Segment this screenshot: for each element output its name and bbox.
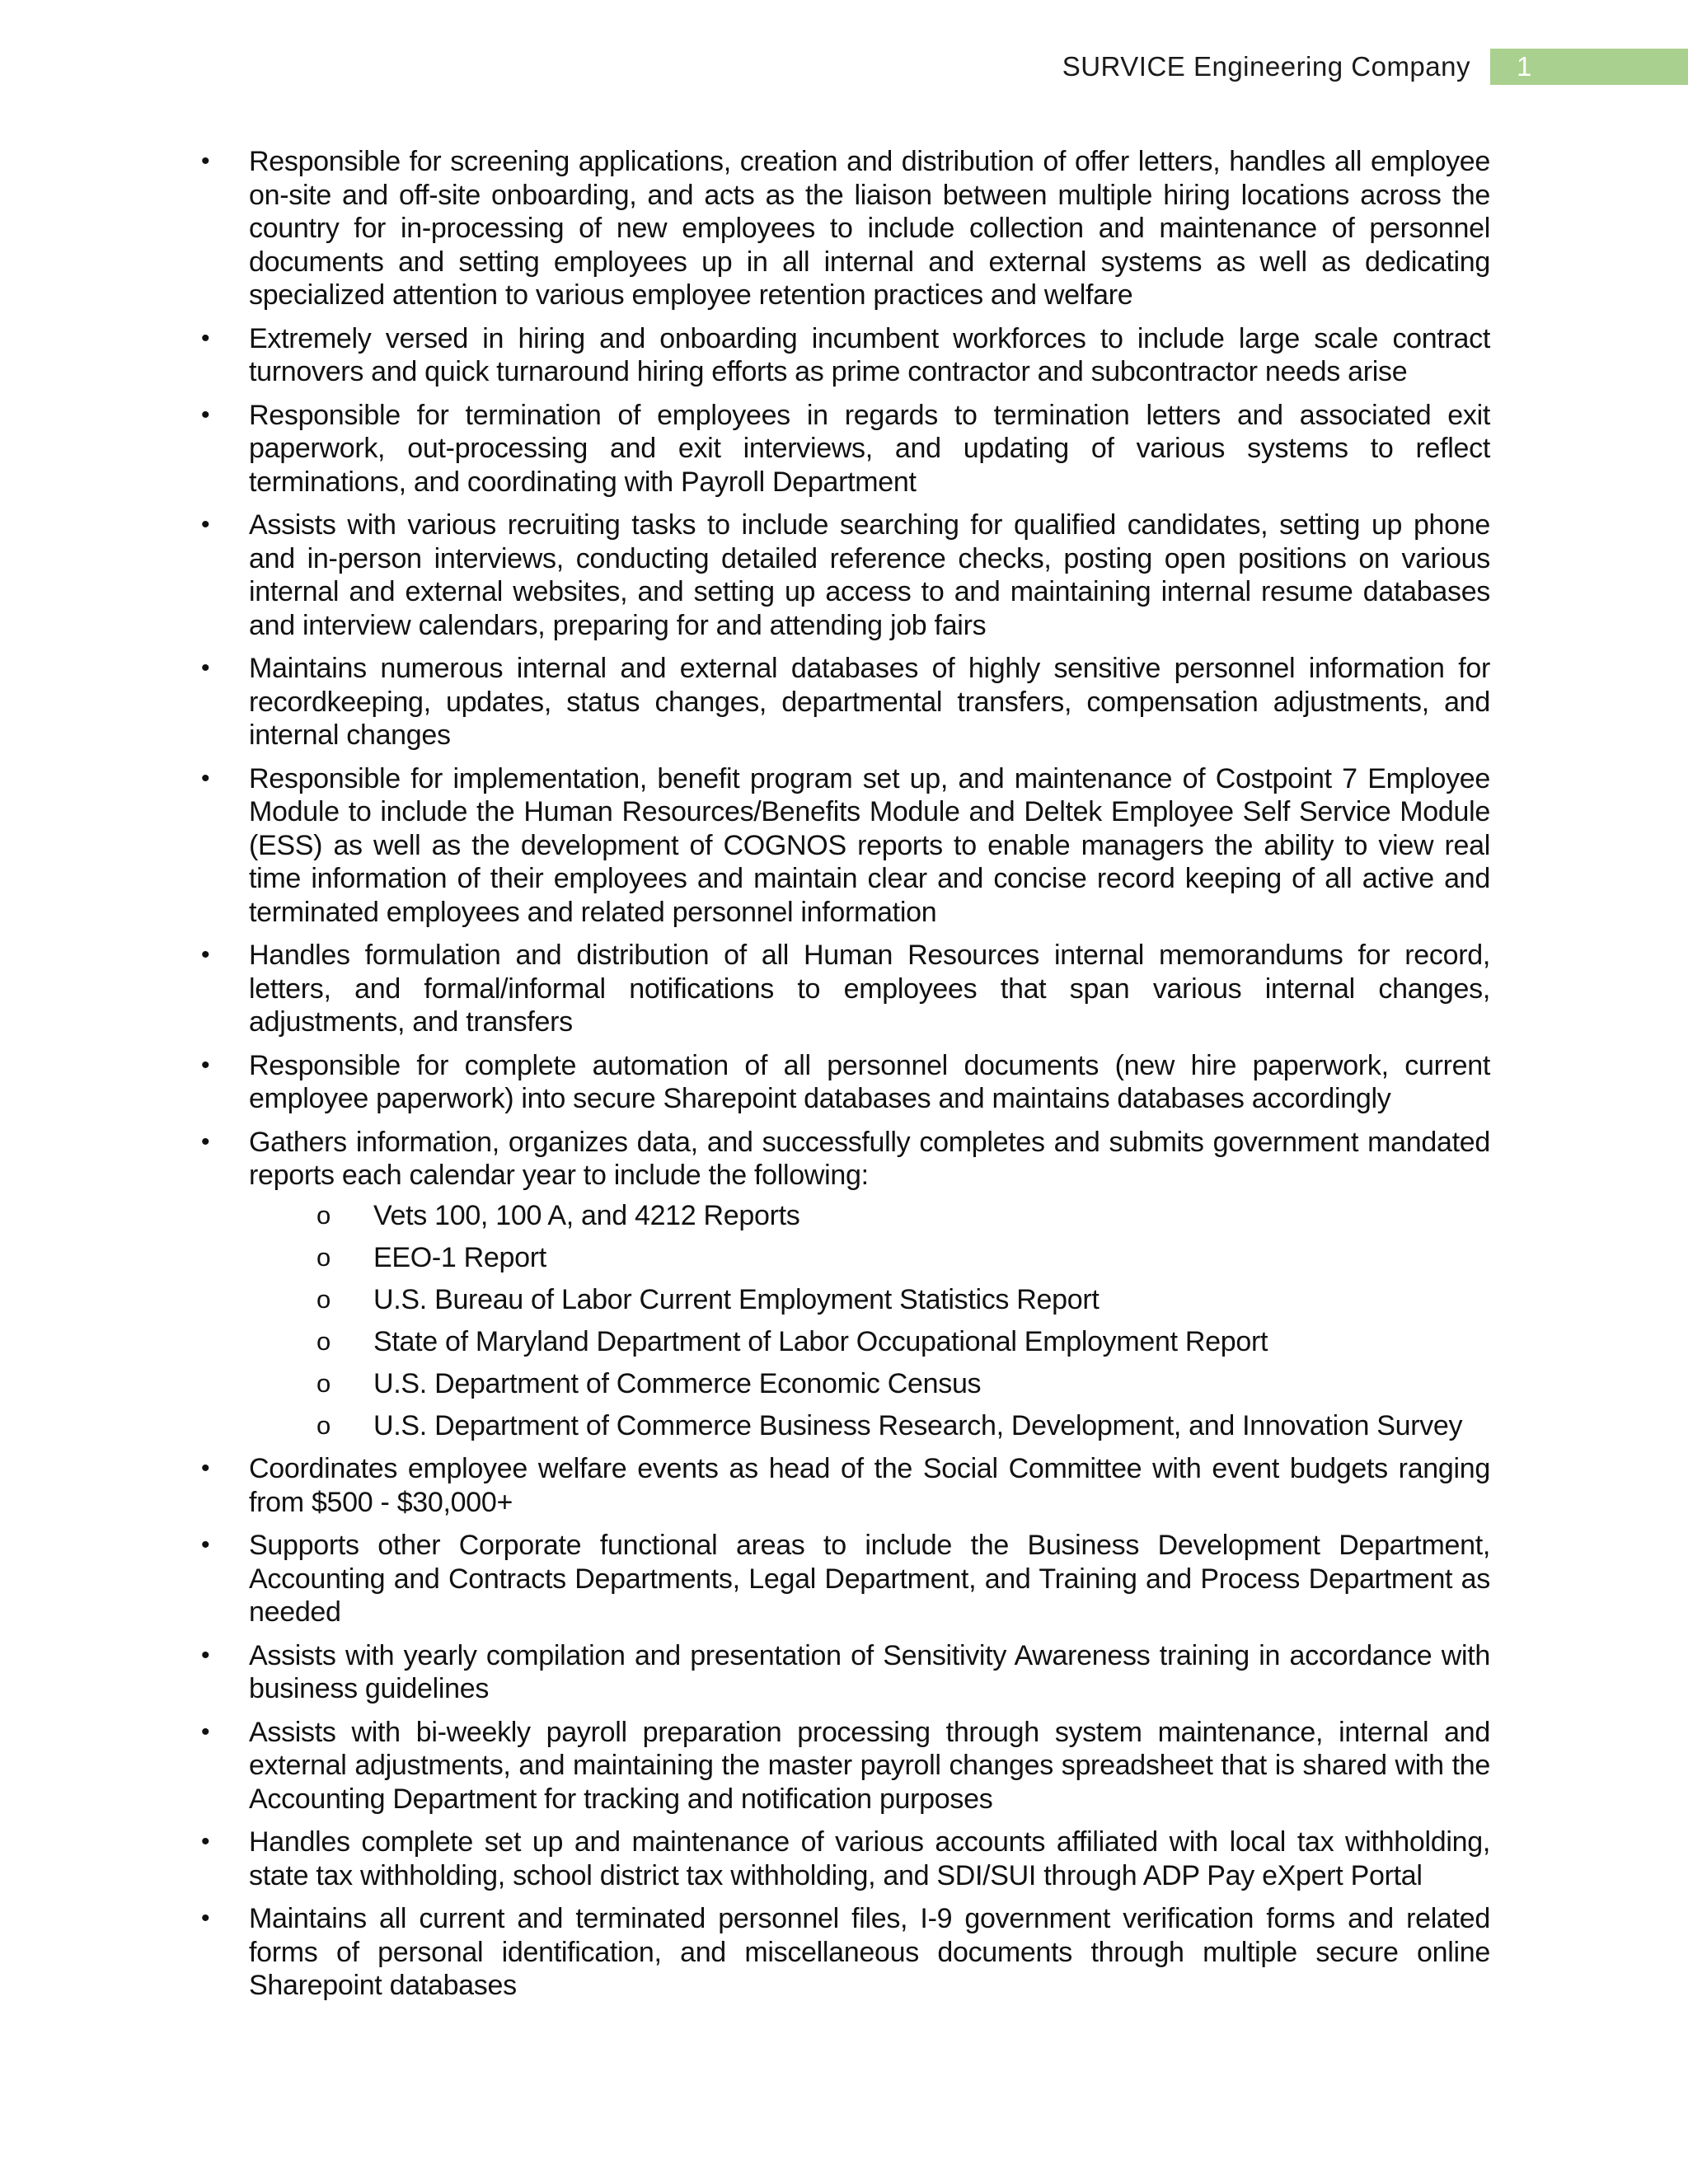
- circle-bullet-icon: o: [316, 1368, 331, 1398]
- reports-sublist: [249, 1199, 1490, 1443]
- bullet-icon: •: [201, 654, 210, 682]
- bullet-icon: •: [201, 511, 210, 538]
- document-body: [201, 145, 1490, 2013]
- sublist-item: [249, 1409, 1490, 1443]
- list-item-text: Responsible for screening applications, creation and distribution of offer letters, handles all employee on-site and off-site onboarding, and acts as the liaison between multiple hiring locations across the country for in-processing of new employees to include collection and maintenance of personnel documents and setting employees up in all internal and external systems as well as dedicating specialized attention to various employee retention practices and welfare: [249, 146, 1490, 311]
- list-item-text: Handles formulation and distribution of all Human Resources internal memorandums for record, letters, and formal/informal notifications to employees that span various internal changes, adjustments, and transfers: [249, 940, 1490, 1038]
- sublist-item: [249, 1325, 1490, 1359]
- list-item-text: Assists with bi-weekly payroll preparation processing through system maintenance, internal and external adjustments, and maintaining the master payroll changes spreadsheet that is shared with the Accounting Department for tracking and notification purposes: [249, 1716, 1490, 1815]
- list-item: [201, 939, 1490, 1039]
- list-item: [201, 1825, 1490, 1892]
- list-item: [201, 145, 1490, 312]
- list-item-text: Handles complete set up and maintenance of various accounts affiliated with local tax withholding, state tax withholding, school district tax withholding, and SDI/SUI through ADP Pay eXpert Portal: [249, 1826, 1490, 1891]
- bullet-icon: •: [201, 1051, 210, 1079]
- sublist-item-text: Vets 100, 100 A, and 4212 Reports: [373, 1199, 800, 1231]
- sublist-item-text: U.S. Department of Commerce Economic Census: [373, 1367, 982, 1399]
- list-item: [201, 399, 1490, 499]
- list-item: [201, 652, 1490, 752]
- list-item: [201, 1902, 1490, 2003]
- list-item: [201, 1126, 1490, 1443]
- sublist-item-text: EEO-1 Report: [373, 1241, 546, 1273]
- list-item: [201, 1049, 1490, 1116]
- responsibilities-list: [201, 145, 1490, 2003]
- list-item-text: Coordinates employee welfare events as head of the Social Committee with event budgets ranging from $500 - $30,000+: [249, 1453, 1490, 1518]
- list-item-text: Maintains all current and terminated personnel files, I-9 government verification forms and related forms of personal identification, and miscellaneous documents through multiple secure online Sharepoint databases: [249, 1903, 1490, 2001]
- bullet-icon: •: [201, 941, 210, 968]
- bullet-icon: •: [201, 324, 210, 352]
- list-item-text: Assists with various recruiting tasks to include searching for qualified candidates, setting up phone and in-person interviews, conducting detailed reference checks, posting open positions on various internal and external websites, and setting up access to and maintaining internal resume databases and interview calendars, preparing for and attending job fairs: [249, 509, 1490, 641]
- sublist-item: [249, 1283, 1490, 1317]
- sublist-item-text: U.S. Bureau of Labor Current Employment Statistics Report: [373, 1283, 1100, 1315]
- list-item-text: Responsible for complete automation of all personnel documents (new hire paperwork, current employee paperwork) into secure Sharepoint databases and maintains databases accordingly: [249, 1049, 1490, 1114]
- page-header: [1062, 48, 1688, 86]
- list-item: [201, 322, 1490, 389]
- circle-bullet-icon: o: [316, 1410, 331, 1440]
- sublist-item: [249, 1199, 1490, 1233]
- list-item-text: Maintains numerous internal and external databases of highly sensitive personnel information for recordkeeping, updates, status changes, departmental transfers, compensation adjustments, and internal changes: [249, 653, 1490, 751]
- bullet-icon: •: [201, 1531, 210, 1558]
- header-company-name: SURVICE Engineering Company: [1062, 51, 1470, 82]
- list-item: [201, 762, 1490, 930]
- sublist-item: [249, 1367, 1490, 1401]
- list-item-text: Assists with yearly compilation and presentation of Sensitivity Awareness training in accordance with business guidelines: [249, 1639, 1490, 1704]
- list-item-text: Responsible for implementation, benefit program set up, and maintenance of Costpoint 7 Employee Module to include the Human Resources/Benefits Module and Deltek Employee Self Service Module (ESS) as well as the development of COGNOS reports to enable managers the ability to view real time information of their employees and maintain clear and concise record keeping of all active and terminated employees and related personnel information: [249, 762, 1490, 928]
- sublist-item-text: U.S. Department of Commerce Business Research, Development, and Innovation Survey: [373, 1409, 1463, 1441]
- bullet-icon: •: [201, 1718, 210, 1746]
- list-item: [201, 1639, 1490, 1706]
- bullet-icon: •: [201, 1455, 210, 1482]
- bullet-icon: •: [201, 148, 210, 175]
- circle-bullet-icon: o: [316, 1200, 331, 1230]
- list-item: [201, 1452, 1490, 1519]
- bullet-icon: •: [201, 764, 210, 792]
- list-item: [201, 1529, 1490, 1629]
- list-item-text: Supports other Corporate functional areas to include the Business Development Department, Accounting and Contracts Departments, Legal Department, and Training and Process Department as needed: [249, 1530, 1490, 1628]
- page-number-badge: 1: [1490, 49, 1688, 85]
- list-item-text: Responsible for termination of employees in regards to termination letters and associated exit paperwork, out-processing and exit interviews, and updating of various systems to reflect terminations, and coordinating with Payroll Department: [249, 399, 1490, 498]
- sublist-item-text: State of Maryland Department of Labor Occupational Employment Report: [373, 1325, 1268, 1357]
- list-item: [201, 1716, 1490, 1816]
- circle-bullet-icon: o: [316, 1284, 331, 1314]
- bullet-icon: •: [201, 1641, 210, 1669]
- circle-bullet-icon: o: [316, 1326, 331, 1356]
- sublist-item: [249, 1241, 1490, 1275]
- list-item: [201, 509, 1490, 642]
- circle-bullet-icon: o: [316, 1242, 331, 1272]
- bullet-icon: •: [201, 1828, 210, 1855]
- bullet-icon: •: [201, 1905, 210, 1932]
- bullet-icon: •: [201, 1127, 210, 1155]
- list-item-text: Gathers information, organizes data, and successfully completes and submits government mandated reports each calendar year to include the following:: [249, 1126, 1490, 1191]
- list-item-text: Extremely versed in hiring and onboarding incumbent workforces to include large scale contract turnovers and quick turnaround hiring efforts as prime contractor and subcontractor needs arise: [249, 322, 1490, 387]
- bullet-icon: •: [201, 401, 210, 429]
